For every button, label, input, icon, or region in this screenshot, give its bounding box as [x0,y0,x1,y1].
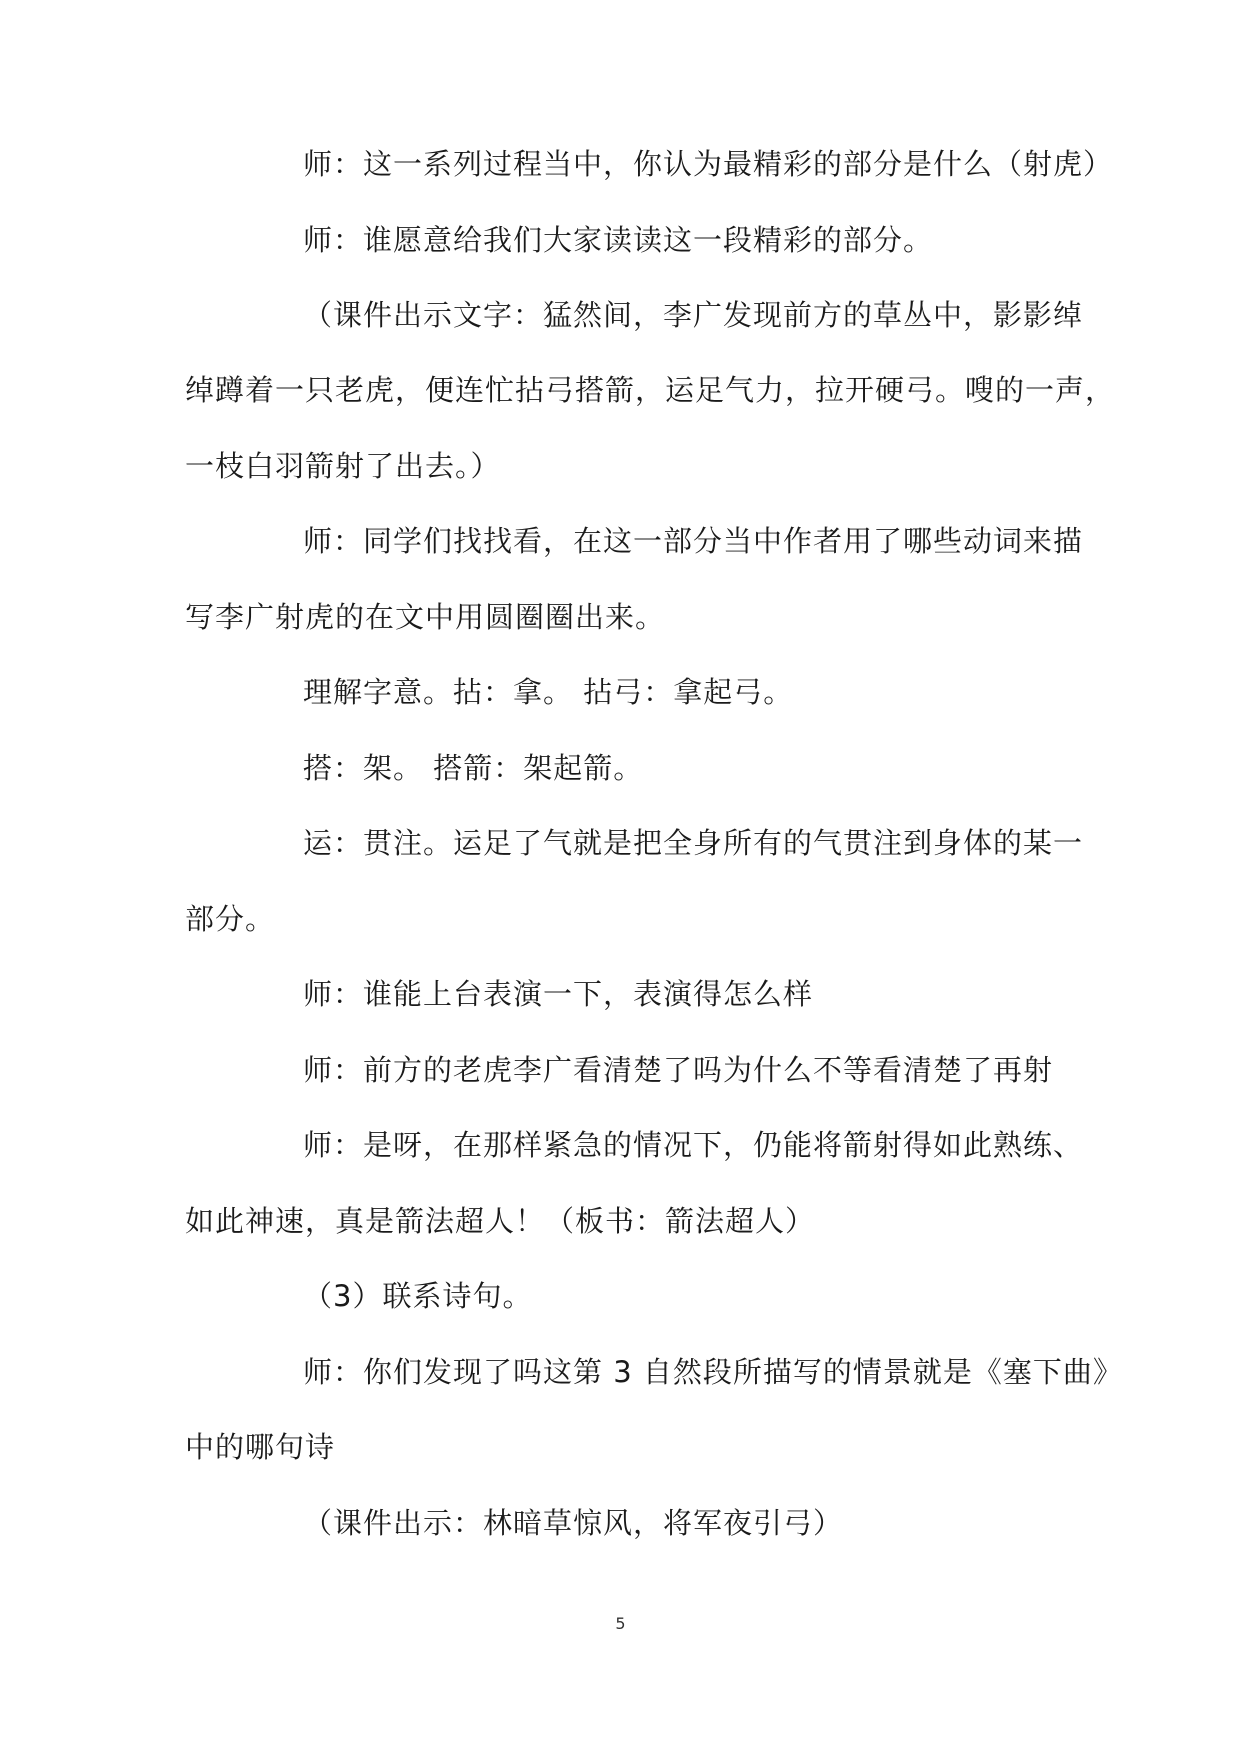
paragraph-line: 部分。 [185,902,276,936]
paragraph-line: 师：这一系列过程当中，你认为最精彩的部分是什么（射虎） [303,147,1114,181]
paragraph-line: 如此神速，真是箭法超人！（板书：箭法超人） [185,1204,816,1238]
paragraph-line: （3）联系诗句。 [303,1279,533,1313]
paragraph-line: 师：你们发现了吗这第 3 自然段所描写的情景就是《塞下曲》 [303,1355,1123,1389]
paragraph-line: 一枝白羽箭射了出去。） [185,449,501,483]
page-number: 5 [615,1614,626,1633]
paragraph-line: 师：是呀，在那样紧急的情况下，仍能将箭射得如此熟练、 [303,1128,1084,1162]
paragraph-line: 师：谁能上台表演一下，表演得怎么样 [303,977,814,1011]
paragraph-line: 师：同学们找找看，在这一部分当中作者用了哪些动词来描 [303,524,1084,558]
paragraph-line: 师：谁愿意给我们大家读读这一段精彩的部分。 [303,223,934,257]
paragraph-line: （课件出示：林暗草惊风，将军夜引弓） [303,1506,844,1540]
paragraph-line: （课件出示文字：猛然间，李广发现前方的草丛中，影影绰 [303,298,1084,332]
paragraph-line: 师：前方的老虎李广看清楚了吗为什么不等看清楚了再射 [303,1053,1054,1087]
paragraph-line: 理解字意。拈：拿。 拈弓：拿起弓。 [303,675,794,709]
paragraph-line: 写李广射虎的在文中用圆圈圈出来。 [185,600,666,634]
paragraph-line: 运：贯注。运足了气就是把全身所有的气贯注到身体的某一 [303,826,1084,860]
paragraph-line: 搭：架。 搭箭：架起箭。 [303,751,644,785]
paragraph-line: 绰蹲着一只老虎，便连忙拈弓搭箭，运足气力，拉开硬弓。嗖的一声， [185,373,1116,407]
paragraph-line: 中的哪句诗 [185,1430,336,1464]
